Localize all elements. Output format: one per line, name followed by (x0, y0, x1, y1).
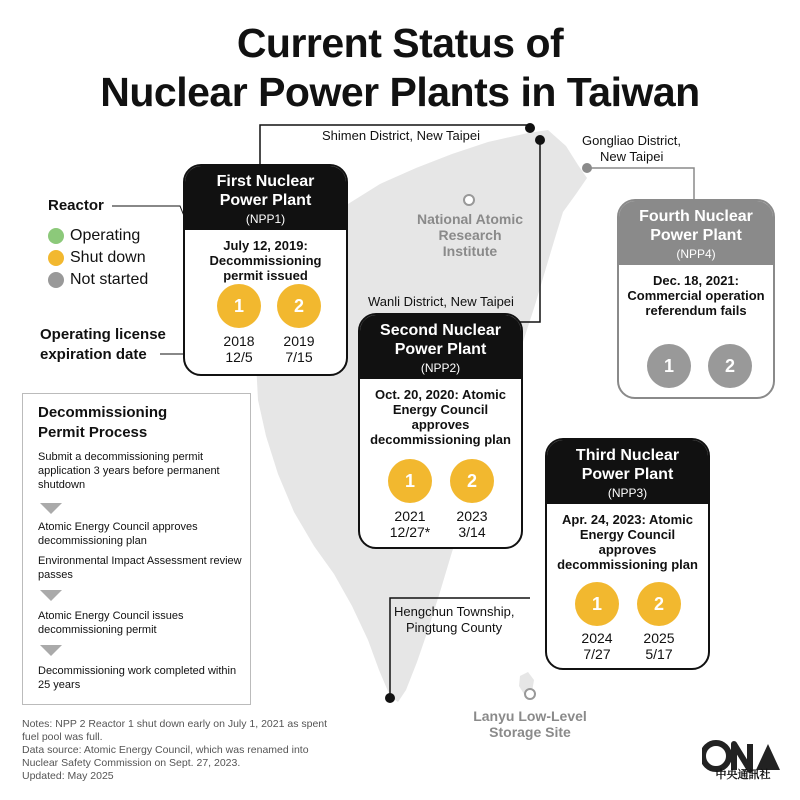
npp1-event-line-1: July 12, 2019: (223, 238, 308, 253)
npp4-card (617, 199, 775, 399)
npp4-reactor-2: 2 (708, 344, 752, 388)
npp3-r1-date: 7/27 (583, 646, 611, 662)
npp2-name-line-1: Second Nuclear (380, 322, 501, 339)
marker-npp3 (385, 693, 395, 703)
npp1-card (183, 164, 348, 376)
process-title-line-1: Decommissioning (38, 404, 168, 421)
legend-dot-operating (48, 228, 64, 244)
npp3-event (547, 512, 708, 572)
npp1-r2-date: 7/15 (285, 349, 313, 365)
cna-logo-chinese: 中央通訊社 (715, 769, 771, 781)
research-institute-line-2: Research (438, 227, 502, 243)
npp2-card (358, 313, 523, 549)
research-institute-line-3: Institute (442, 243, 498, 259)
marker-research-institute (464, 195, 474, 205)
notes-line-1: Notes: NPP 2 Reactor 1 shut down early on July 1, 2021 as spent (22, 718, 328, 730)
npp1-event-line-2: Decommissioning (209, 253, 322, 268)
npp3-event-line-3: approves (598, 542, 657, 557)
npp2-header (360, 315, 521, 379)
legend-expiry-line-1: Operating license (40, 326, 166, 343)
npp2-event-line-1: Oct. 20, 2020: Atomic (374, 387, 506, 402)
npp3-event-line-1: Apr. 24, 2023: Atomic (561, 512, 693, 527)
process-title-line-2: Permit Process (38, 424, 148, 441)
npp1-name-line-1: First Nuclear (216, 173, 315, 190)
npp3-r2-date: 5/17 (645, 646, 673, 662)
npp4-event (619, 273, 773, 318)
legend-dot-not-started (48, 272, 64, 288)
npp2-r2-year: 2023 (456, 508, 488, 524)
npp2-event-line-2: Energy Council (392, 402, 489, 417)
legend-expiry-line-2: expiration date (40, 346, 147, 363)
arrow-down-icon (40, 503, 62, 514)
legend-title: Reactor (48, 197, 104, 214)
npp2-code: (NPP2) (420, 361, 461, 375)
npp4-header (619, 201, 773, 265)
npp3-reactor-1: 1 (575, 582, 619, 626)
npp1-reactor-2-expiry (269, 333, 329, 365)
npp3-code: (NPP3) (607, 486, 648, 500)
npp1-r1-date: 12/5 (225, 349, 253, 365)
npp2-reactor-1: 1 (388, 459, 432, 503)
location-gongliao-2: New Taipei (600, 149, 664, 164)
npp2-r1-date: 12/27* (389, 524, 431, 540)
notes-line-2: fuel pool was full. (22, 731, 103, 743)
location-gongliao-1: Gongliao District, (582, 133, 681, 148)
notes (22, 718, 342, 783)
legend-operating: Operating (70, 227, 141, 244)
npp3-event-line-2: Energy Council (579, 527, 676, 542)
npp1-reactor-2: 2 (277, 284, 321, 328)
marker-npp1 (525, 123, 535, 133)
npp3-name-line-1: Third Nuclear (575, 447, 680, 464)
npp3-r1-year: 2024 (581, 630, 613, 646)
arrow-down-icon (40, 590, 62, 601)
lanyu-line-1: Lanyu Low-Level (473, 708, 587, 724)
npp3-reactor-2-expiry (629, 630, 689, 662)
process-title (38, 403, 167, 443)
npp4-code: (NPP4) (676, 247, 716, 261)
location-wanli: Wanli District, New Taipei (368, 294, 514, 309)
process-step-4: Atomic Energy Council issues decommissioning permit (38, 610, 184, 636)
marker-npp4 (582, 163, 592, 173)
npp3-reactor-1-expiry (567, 630, 627, 662)
npp2-r1-year: 2021 (394, 508, 426, 524)
npp4-event-line-3: referendum fails (645, 303, 747, 318)
npp2-event-line-3: approves (411, 417, 470, 432)
npp2-reactor-2-expiry (442, 508, 502, 540)
npp2-event-line-4: decommissioning plan (370, 432, 511, 447)
notes-line-5: Updated: May 2025 (22, 770, 114, 782)
title-line-1: Current Status of (236, 20, 564, 66)
npp2-r2-date: 3/14 (458, 524, 486, 540)
decommissioning-process-box (22, 393, 251, 705)
process-step-1: Submit a decommissioning permit application 3 years before permanent shutdown (38, 451, 220, 491)
npp1-header (185, 166, 346, 230)
npp4-name-line-1: Fourth Nuclear (639, 208, 753, 225)
marker-lanyu (525, 689, 535, 699)
npp2-name-line-2: Power Plant (394, 341, 487, 358)
title-line-2: Nuclear Power Plants in Taiwan (100, 69, 700, 115)
npp1-r2-year: 2019 (283, 333, 315, 349)
marker-npp2 (535, 135, 545, 145)
legend-shut-down: Shut down (70, 249, 146, 266)
npp1-r1-year: 2018 (223, 333, 255, 349)
npp2-reactor-1-expiry (380, 508, 440, 540)
connector-npp4 (587, 168, 694, 200)
location-hengchun-1: Hengchun Township, (394, 604, 515, 619)
lanyu-line-2: Storage Site (489, 724, 571, 740)
lanyu-label (460, 708, 600, 740)
process-step-2: Atomic Energy Council approves decommissioning plan (38, 521, 198, 547)
legend-dot-shut-down (48, 250, 64, 266)
process-step-3: Environmental Impact Assessment review passes (38, 555, 242, 581)
npp3-name-line-2: Power Plant (581, 466, 674, 483)
npp1-name-line-2: Power Plant (219, 192, 312, 209)
npp4-name-line-2: Power Plant (650, 227, 742, 244)
notes-line-3: Data source: Atomic Energy Council, which was renamed into (22, 744, 309, 756)
npp2-event (360, 387, 521, 447)
npp3-reactor-2: 2 (637, 582, 681, 626)
location-hengchun-2: Pingtung County (406, 620, 503, 635)
npp1-reactor-1-expiry (209, 333, 269, 365)
notes-line-4: Nuclear Safety Commission on Sept. 27, 2023. (22, 757, 241, 769)
npp3-event-line-4: decommissioning plan (557, 557, 698, 572)
npp3-header (547, 440, 708, 504)
arrow-down-icon (40, 645, 62, 656)
research-institute-line-1: National Atomic (416, 211, 524, 227)
npp2-reactor-2: 2 (450, 459, 494, 503)
svg-text:CNA: CNA (702, 738, 705, 739)
npp4-reactor-1: 1 (647, 344, 691, 388)
legend-not-started: Not started (70, 271, 149, 288)
npp1-code: (NPP1) (245, 212, 286, 226)
npp1-event-line-3: permit issued (223, 268, 308, 283)
npp4-event-line-1: Dec. 18, 2021: (652, 273, 739, 288)
location-shimen: Shimen District, New Taipei (322, 128, 480, 143)
npp1-reactor-1: 1 (217, 284, 261, 328)
research-institute-label (410, 211, 530, 259)
npp3-r2-year: 2025 (643, 630, 675, 646)
npp3-card (545, 438, 710, 670)
npp4-event-line-2: Commercial operation (627, 288, 765, 303)
npp1-event (185, 238, 346, 283)
process-step-5: Decommissioning work completed within 25 years (38, 665, 237, 691)
